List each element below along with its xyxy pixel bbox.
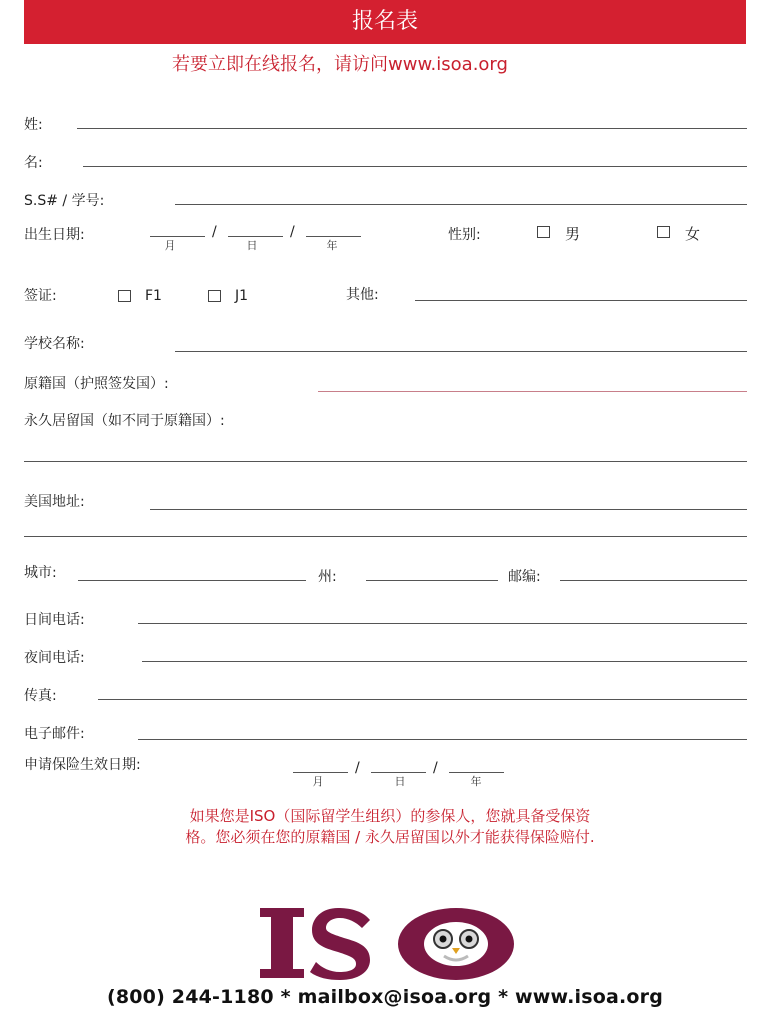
insurance-notice xyxy=(30,806,750,848)
notice-line-2: 格。您必须在您的原籍国 / 永久居留国以外才能获得保险赔付. xyxy=(185,828,595,846)
city-field[interactable] xyxy=(78,580,306,581)
ss-id-label: S.S# / 学号: xyxy=(24,193,105,209)
origin-country-label: 原籍国（护照签发国）: xyxy=(24,376,169,392)
zip-field[interactable] xyxy=(560,580,747,581)
contact-footer: (800) 244-1180 * mailbox@isoa.org * www.isoa.org xyxy=(106,986,664,1008)
permanent-residence-label: 永久居留国（如不同于原籍国）: xyxy=(24,413,225,429)
email-label: 电子邮件: xyxy=(24,726,85,742)
form-title: 报名表 xyxy=(351,9,418,34)
dob-sep-2: / xyxy=(290,224,295,240)
first-name-field[interactable] xyxy=(83,166,747,167)
online-signup-link[interactable]: 若要立即在线报名，请访问www.isoa.org xyxy=(172,54,508,75)
gender-label: 性别: xyxy=(448,227,481,243)
other-visa-field[interactable] xyxy=(415,300,747,301)
state-field[interactable] xyxy=(366,580,498,581)
city-label: 城市: xyxy=(24,565,57,581)
permanent-residence-field[interactable] xyxy=(24,461,747,462)
visa-label: 签证: xyxy=(24,288,57,304)
insurance-sep-1: / xyxy=(355,760,360,776)
state-label: 州: xyxy=(318,569,337,585)
fax-field[interactable] xyxy=(98,699,747,700)
origin-country-field[interactable] xyxy=(318,391,747,392)
us-address-label: 美国地址: xyxy=(24,494,85,510)
school-label: 学校名称: xyxy=(24,336,85,352)
male-checkbox[interactable] xyxy=(537,226,550,238)
last-name-label: 姓: xyxy=(24,117,43,133)
visa-j1-label: J1 xyxy=(235,288,249,304)
insurance-sep-2: / xyxy=(433,760,438,776)
school-field[interactable] xyxy=(175,351,747,352)
insurance-year-caption: 年 xyxy=(470,775,482,788)
us-address-field-2[interactable] xyxy=(24,536,747,537)
notice-line-1: 如果您是ISO（国际留学生组织）的参保人，您就具备受保资 xyxy=(189,807,591,825)
insurance-date-label: 申请保险生效日期: xyxy=(24,757,141,773)
female-checkbox[interactable] xyxy=(657,226,670,238)
dob-sep-1: / xyxy=(212,224,217,240)
night-phone-field[interactable] xyxy=(142,661,747,662)
visa-f1-label: F1 xyxy=(145,288,162,304)
first-name-label: 名: xyxy=(24,155,43,171)
us-address-field-1[interactable] xyxy=(150,509,747,510)
male-option-label: 男 xyxy=(565,225,581,243)
dob-month-caption: 月 xyxy=(164,239,176,252)
email-field[interactable] xyxy=(138,739,747,740)
other-visa-label: 其他: xyxy=(346,287,379,303)
night-phone-label: 夜间电话: xyxy=(24,650,85,666)
zip-label: 邮编: xyxy=(508,569,541,585)
dob-label: 出生日期: xyxy=(24,227,85,243)
iso-logo xyxy=(258,906,518,980)
visa-j1-checkbox[interactable] xyxy=(208,290,221,302)
insurance-day-caption: 日 xyxy=(394,775,406,788)
form-header xyxy=(24,0,746,44)
dob-day-caption: 日 xyxy=(246,239,258,252)
fax-label: 传真: xyxy=(24,688,57,704)
insurance-month-caption: 月 xyxy=(312,775,324,788)
ss-id-field[interactable] xyxy=(175,204,747,205)
dob-year-caption: 年 xyxy=(326,239,338,252)
female-option-label: 女 xyxy=(685,225,701,243)
last-name-field[interactable] xyxy=(77,128,747,129)
day-phone-field[interactable] xyxy=(138,623,747,624)
day-phone-label: 日间电话: xyxy=(24,612,85,628)
visa-f1-checkbox[interactable] xyxy=(118,290,131,302)
